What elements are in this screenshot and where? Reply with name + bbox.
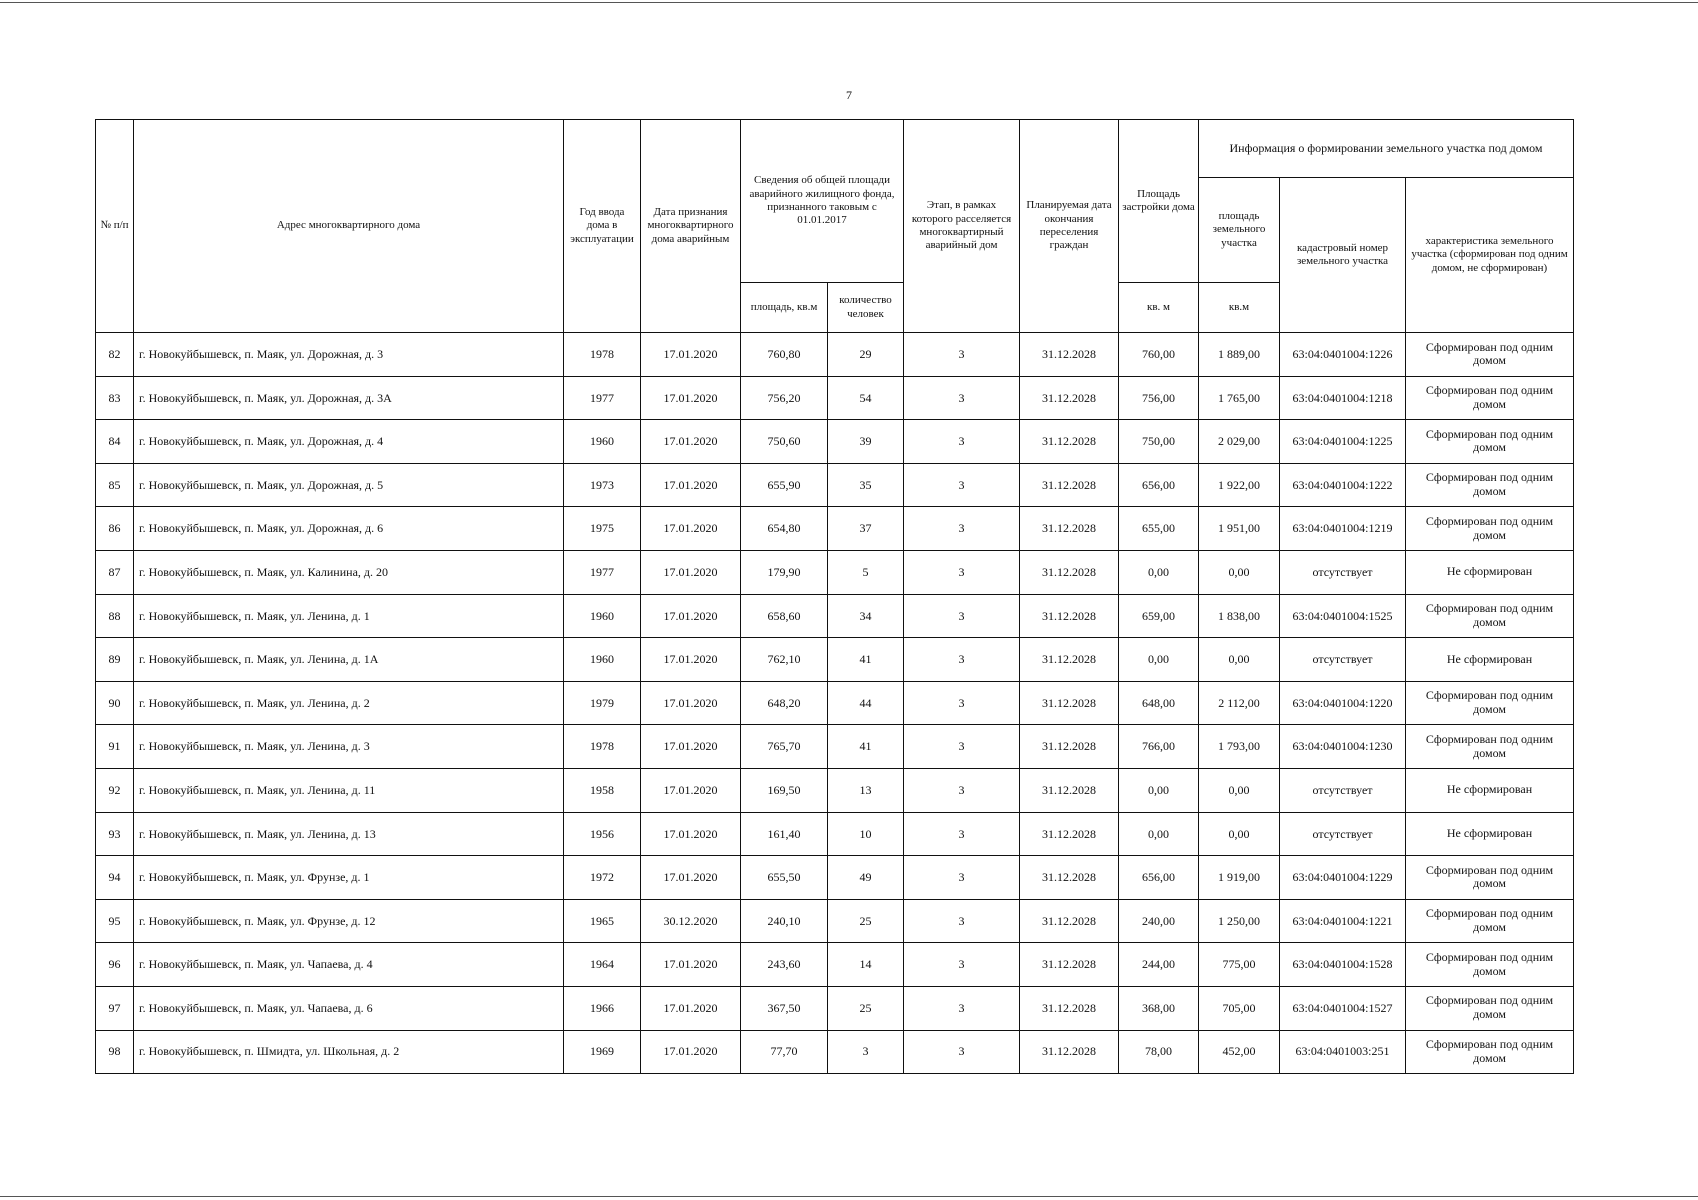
row-cadastral: 63:04:0401004:1525: [1280, 594, 1406, 638]
row-building-area: 0,00: [1119, 638, 1199, 682]
row-area: 243,60: [741, 943, 828, 987]
row-year: 1973: [564, 463, 641, 507]
row-planned-date: 31.12.2028: [1020, 420, 1119, 464]
row-number: 98: [96, 1030, 134, 1074]
row-address: г. Новокуйбышевск, п. Маяк, ул. Ленина, д. 11: [134, 768, 564, 812]
row-number: 92: [96, 768, 134, 812]
row-number: 86: [96, 507, 134, 551]
row-people: 35: [828, 463, 904, 507]
row-planned-date: 31.12.2028: [1020, 856, 1119, 900]
header-num: № п/п: [96, 120, 134, 333]
row-year: 1960: [564, 594, 641, 638]
row-area: 655,50: [741, 856, 828, 900]
row-building-area: 766,00: [1119, 725, 1199, 769]
header-building-area-unit: кв. м: [1119, 283, 1199, 333]
row-land-area: 1 922,00: [1199, 463, 1280, 507]
table-row: [96, 986, 1574, 1030]
row-status: Сформирован под одним домом: [1406, 856, 1574, 900]
header-recognition-date: Дата признания многоквартирного дома аварийным: [641, 120, 741, 333]
page-number: 7: [846, 88, 852, 102]
table-row: [96, 463, 1574, 507]
row-land-area: 775,00: [1199, 943, 1280, 987]
row-building-area: 368,00: [1119, 986, 1199, 1030]
table-row: [96, 943, 1574, 987]
row-planned-date: 31.12.2028: [1020, 768, 1119, 812]
row-recognition-date: 17.01.2020: [641, 638, 741, 682]
scan-edge-top: [0, 2, 1698, 3]
row-year: 1978: [564, 725, 641, 769]
table-row: [96, 812, 1574, 856]
row-people: 29: [828, 333, 904, 377]
row-stage: 3: [904, 986, 1020, 1030]
row-area: 367,50: [741, 986, 828, 1030]
table-row: [96, 768, 1574, 812]
row-address: г. Новокуйбышевск, п. Маяк, ул. Чапаева, д. 6: [134, 986, 564, 1030]
row-status: Не сформирован: [1406, 550, 1574, 594]
row-year: 1966: [564, 986, 641, 1030]
row-address: г. Новокуйбышевск, п. Маяк, ул. Ленина, д. 13: [134, 812, 564, 856]
row-recognition-date: 30.12.2020: [641, 899, 741, 943]
row-area: 658,60: [741, 594, 828, 638]
row-year: 1977: [564, 550, 641, 594]
row-stage: 3: [904, 376, 1020, 420]
row-area: 765,70: [741, 725, 828, 769]
row-stage: 3: [904, 638, 1020, 682]
row-area: 762,10: [741, 638, 828, 682]
row-recognition-date: 17.01.2020: [641, 463, 741, 507]
row-year: 1977: [564, 376, 641, 420]
row-recognition-date: 17.01.2020: [641, 1030, 741, 1074]
row-building-area: 0,00: [1119, 812, 1199, 856]
row-land-area: 1 838,00: [1199, 594, 1280, 638]
table-header: [96, 120, 1574, 333]
row-number: 89: [96, 638, 134, 682]
row-people: 41: [828, 638, 904, 682]
row-planned-date: 31.12.2028: [1020, 943, 1119, 987]
row-number: 90: [96, 681, 134, 725]
row-planned-date: 31.12.2028: [1020, 725, 1119, 769]
row-area: 77,70: [741, 1030, 828, 1074]
row-recognition-date: 17.01.2020: [641, 333, 741, 377]
row-cadastral: 63:04:0401004:1230: [1280, 725, 1406, 769]
row-planned-date: 31.12.2028: [1020, 463, 1119, 507]
row-status: Сформирован под одним домом: [1406, 899, 1574, 943]
row-address: г. Новокуйбышевск, п. Маяк, ул. Фрунзе, д. 1: [134, 856, 564, 900]
row-people: 3: [828, 1030, 904, 1074]
row-year: 1956: [564, 812, 641, 856]
row-people: 44: [828, 681, 904, 725]
row-address: г. Новокуйбышевск, п. Маяк, ул. Дорожная, д. 6: [134, 507, 564, 551]
row-land-area: 705,00: [1199, 986, 1280, 1030]
row-address: г. Новокуйбышевск, п. Маяк, ул. Чапаева, д. 4: [134, 943, 564, 987]
row-people: 13: [828, 768, 904, 812]
row-cadastral: 63:04:0401004:1527: [1280, 986, 1406, 1030]
row-year: 1975: [564, 507, 641, 551]
header-cadastral: кадастровый номер земельного участка: [1280, 178, 1406, 333]
row-planned-date: 31.12.2028: [1020, 507, 1119, 551]
row-status: Сформирован под одним домом: [1406, 681, 1574, 725]
row-address: г. Новокуйбышевск, п. Маяк, ул. Калинина, д. 20: [134, 550, 564, 594]
row-recognition-date: 17.01.2020: [641, 550, 741, 594]
row-recognition-date: 17.01.2020: [641, 768, 741, 812]
row-cadastral: отсутствует: [1280, 550, 1406, 594]
header-year: Год ввода дома в эксплуатации: [564, 120, 641, 333]
table-row: [96, 725, 1574, 769]
row-cadastral: 63:04:0401004:1225: [1280, 420, 1406, 464]
emergency-housing-register-table: [95, 119, 1574, 1074]
row-cadastral: 63:04:0401004:1528: [1280, 943, 1406, 987]
row-land-area: 0,00: [1199, 550, 1280, 594]
row-area: 654,80: [741, 507, 828, 551]
row-stage: 3: [904, 333, 1020, 377]
row-planned-date: 31.12.2028: [1020, 986, 1119, 1030]
row-cadastral: 63:04:0401004:1219: [1280, 507, 1406, 551]
row-recognition-date: 17.01.2020: [641, 594, 741, 638]
row-area: 240,10: [741, 899, 828, 943]
row-area: 179,90: [741, 550, 828, 594]
row-land-area: 1 250,00: [1199, 899, 1280, 943]
table-row: [96, 594, 1574, 638]
row-stage: 3: [904, 463, 1020, 507]
row-status: Не сформирован: [1406, 638, 1574, 682]
header-address: Адрес многоквартирного дома: [134, 120, 564, 333]
row-building-area: 244,00: [1119, 943, 1199, 987]
row-planned-date: 31.12.2028: [1020, 681, 1119, 725]
row-cadastral: 63:04:0401004:1226: [1280, 333, 1406, 377]
row-status: Сформирован под одним домом: [1406, 594, 1574, 638]
row-stage: 3: [904, 768, 1020, 812]
row-address: г. Новокуйбышевск, п. Маяк, ул. Ленина, д. 1А: [134, 638, 564, 682]
row-people: 34: [828, 594, 904, 638]
header-area-info: Сведения об общей площади аварийного жилищного фонда, признанного таковым с 01.01.2017: [741, 120, 904, 283]
row-stage: 3: [904, 594, 1020, 638]
row-year: 1964: [564, 943, 641, 987]
row-number: 95: [96, 899, 134, 943]
row-cadastral: отсутствует: [1280, 768, 1406, 812]
row-building-area: 656,00: [1119, 856, 1199, 900]
table-row: [96, 1030, 1574, 1074]
row-area: 655,90: [741, 463, 828, 507]
row-people: 49: [828, 856, 904, 900]
row-status: Сформирован под одним домом: [1406, 725, 1574, 769]
row-recognition-date: 17.01.2020: [641, 986, 741, 1030]
row-stage: 3: [904, 812, 1020, 856]
table-row: [96, 376, 1574, 420]
row-people: 25: [828, 899, 904, 943]
header-people-sub: количество человек: [828, 283, 904, 333]
row-stage: 3: [904, 550, 1020, 594]
row-planned-date: 31.12.2028: [1020, 899, 1119, 943]
register-table-container: [95, 119, 1574, 1074]
row-cadastral: 63:04:0401004:1218: [1280, 376, 1406, 420]
row-land-area: 0,00: [1199, 812, 1280, 856]
row-land-area: 0,00: [1199, 768, 1280, 812]
row-stage: 3: [904, 725, 1020, 769]
row-land-area: 1 951,00: [1199, 507, 1280, 551]
row-status: Сформирован под одним домом: [1406, 420, 1574, 464]
row-building-area: 760,00: [1119, 333, 1199, 377]
row-stage: 3: [904, 1030, 1020, 1074]
row-planned-date: 31.12.2028: [1020, 1030, 1119, 1074]
row-number: 83: [96, 376, 134, 420]
row-number: 84: [96, 420, 134, 464]
row-year: 1960: [564, 420, 641, 464]
table-row: [96, 333, 1574, 377]
row-year: 1972: [564, 856, 641, 900]
row-people: 37: [828, 507, 904, 551]
row-status: Сформирован под одним домом: [1406, 333, 1574, 377]
row-year: 1960: [564, 638, 641, 682]
row-building-area: 0,00: [1119, 550, 1199, 594]
table-row: [96, 507, 1574, 551]
row-building-area: 656,00: [1119, 463, 1199, 507]
row-area: 760,80: [741, 333, 828, 377]
row-status: Не сформирован: [1406, 768, 1574, 812]
row-status: Сформирован под одним домом: [1406, 943, 1574, 987]
row-cadastral: 63:04:0401003:251: [1280, 1030, 1406, 1074]
row-building-area: 750,00: [1119, 420, 1199, 464]
row-address: г. Новокуйбышевск, п. Маяк, ул. Фрунзе, д. 12: [134, 899, 564, 943]
row-building-area: 655,00: [1119, 507, 1199, 551]
row-status: Сформирован под одним домом: [1406, 376, 1574, 420]
row-stage: 3: [904, 420, 1020, 464]
table-row: [96, 681, 1574, 725]
row-land-area: 1 889,00: [1199, 333, 1280, 377]
row-status: Не сформирован: [1406, 812, 1574, 856]
row-year: 1965: [564, 899, 641, 943]
header-stage: Этап, в рамках которого расселяется многоквартирный аварийный дом: [904, 120, 1020, 333]
row-recognition-date: 17.01.2020: [641, 943, 741, 987]
row-area: 161,40: [741, 812, 828, 856]
row-stage: 3: [904, 899, 1020, 943]
row-cadastral: отсутствует: [1280, 638, 1406, 682]
row-building-area: 648,00: [1119, 681, 1199, 725]
row-recognition-date: 17.01.2020: [641, 507, 741, 551]
row-stage: 3: [904, 507, 1020, 551]
row-recognition-date: 17.01.2020: [641, 812, 741, 856]
row-number: 96: [96, 943, 134, 987]
header-land-area: площадь земельного участка: [1199, 178, 1280, 283]
row-area: 750,60: [741, 420, 828, 464]
row-recognition-date: 17.01.2020: [641, 681, 741, 725]
row-status: Сформирован под одним домом: [1406, 1030, 1574, 1074]
header-land-group: Информация о формировании земельного участка под домом: [1199, 120, 1574, 178]
row-year: 1969: [564, 1030, 641, 1074]
row-status: Сформирован под одним домом: [1406, 463, 1574, 507]
table-row: [96, 420, 1574, 464]
row-stage: 3: [904, 943, 1020, 987]
row-address: г. Новокуйбышевск, п. Шмидта, ул. Школьная, д. 2: [134, 1030, 564, 1074]
row-address: г. Новокуйбышевск, п. Маяк, ул. Ленина, д. 1: [134, 594, 564, 638]
row-year: 1979: [564, 681, 641, 725]
row-recognition-date: 17.01.2020: [641, 420, 741, 464]
row-address: г. Новокуйбышевск, п. Маяк, ул. Дорожная, д. 4: [134, 420, 564, 464]
row-building-area: 78,00: [1119, 1030, 1199, 1074]
row-planned-date: 31.12.2028: [1020, 376, 1119, 420]
row-number: 82: [96, 333, 134, 377]
row-stage: 3: [904, 856, 1020, 900]
header-land-area-unit: кв.м: [1199, 283, 1280, 333]
row-planned-date: 31.12.2028: [1020, 550, 1119, 594]
row-cadastral: 63:04:0401004:1222: [1280, 463, 1406, 507]
row-number: 97: [96, 986, 134, 1030]
row-address: г. Новокуйбышевск, п. Маяк, ул. Дорожная, д. 3: [134, 333, 564, 377]
row-address: г. Новокуйбышевск, п. Маяк, ул. Дорожная, д. 5: [134, 463, 564, 507]
row-cadastral: 63:04:0401004:1229: [1280, 856, 1406, 900]
row-planned-date: 31.12.2028: [1020, 638, 1119, 682]
scan-edge-bottom: [0, 1196, 1698, 1197]
table-row: [96, 899, 1574, 943]
table-row: [96, 638, 1574, 682]
table-body: [96, 333, 1574, 1074]
row-year: 1958: [564, 768, 641, 812]
row-area: 169,50: [741, 768, 828, 812]
row-address: г. Новокуйбышевск, п. Маяк, ул. Ленина, д. 3: [134, 725, 564, 769]
row-number: 87: [96, 550, 134, 594]
row-area: 756,20: [741, 376, 828, 420]
row-building-area: 659,00: [1119, 594, 1199, 638]
row-people: 10: [828, 812, 904, 856]
row-year: 1978: [564, 333, 641, 377]
row-people: 14: [828, 943, 904, 987]
row-recognition-date: 17.01.2020: [641, 856, 741, 900]
row-status: Сформирован под одним домом: [1406, 986, 1574, 1030]
row-people: 25: [828, 986, 904, 1030]
row-address: г. Новокуйбышевск, п. Маяк, ул. Дорожная, д. 3А: [134, 376, 564, 420]
row-land-area: 452,00: [1199, 1030, 1280, 1074]
row-number: 91: [96, 725, 134, 769]
row-people: 54: [828, 376, 904, 420]
row-number: 94: [96, 856, 134, 900]
row-cadastral: отсутствует: [1280, 812, 1406, 856]
row-number: 85: [96, 463, 134, 507]
row-stage: 3: [904, 681, 1020, 725]
header-building-area: Площадь застройки дома: [1119, 120, 1199, 283]
row-people: 5: [828, 550, 904, 594]
row-recognition-date: 17.01.2020: [641, 376, 741, 420]
header-characteristic: характеристика земельного участка (сформирован под одним домом, не сформирован): [1406, 178, 1574, 333]
row-number: 88: [96, 594, 134, 638]
row-cadastral: 63:04:0401004:1220: [1280, 681, 1406, 725]
row-land-area: 1 919,00: [1199, 856, 1280, 900]
row-status: Сформирован под одним домом: [1406, 507, 1574, 551]
row-people: 41: [828, 725, 904, 769]
header-planned-date: Планируемая дата окончания переселения граждан: [1020, 120, 1119, 333]
row-cadastral: 63:04:0401004:1221: [1280, 899, 1406, 943]
row-people: 39: [828, 420, 904, 464]
row-planned-date: 31.12.2028: [1020, 594, 1119, 638]
row-number: 93: [96, 812, 134, 856]
table-row: [96, 550, 1574, 594]
row-land-area: 1 765,00: [1199, 376, 1280, 420]
row-land-area: 1 793,00: [1199, 725, 1280, 769]
row-planned-date: 31.12.2028: [1020, 333, 1119, 377]
row-recognition-date: 17.01.2020: [641, 725, 741, 769]
row-address: г. Новокуйбышевск, п. Маяк, ул. Ленина, д. 2: [134, 681, 564, 725]
row-land-area: 2 112,00: [1199, 681, 1280, 725]
row-building-area: 756,00: [1119, 376, 1199, 420]
row-building-area: 240,00: [1119, 899, 1199, 943]
row-land-area: 2 029,00: [1199, 420, 1280, 464]
row-planned-date: 31.12.2028: [1020, 812, 1119, 856]
row-land-area: 0,00: [1199, 638, 1280, 682]
row-area: 648,20: [741, 681, 828, 725]
header-area-sub: площадь, кв.м: [741, 283, 828, 333]
table-row: [96, 856, 1574, 900]
row-building-area: 0,00: [1119, 768, 1199, 812]
